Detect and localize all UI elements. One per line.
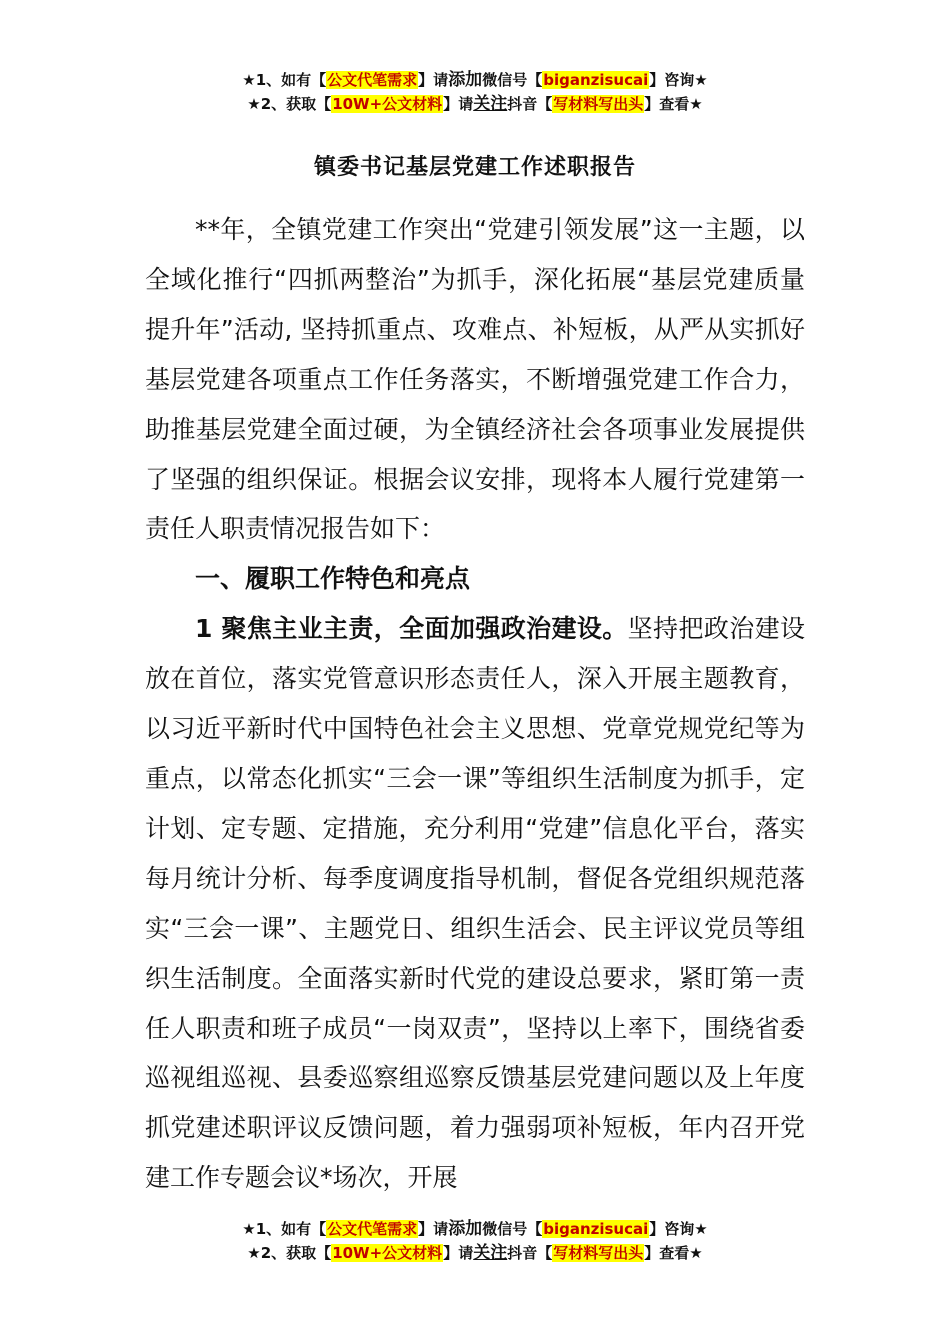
paragraph-lead: 1 聚焦主业主责，全面加强政治建设。: [195, 614, 628, 644]
banner-highlight: 写材料写出头: [553, 1244, 644, 1262]
banner-highlight: biganzisucai: [543, 1220, 649, 1238]
banner-text: ★1、如有【: [242, 1220, 327, 1238]
banner-text: 】请: [443, 95, 474, 113]
banner-text: ★1、如有【: [242, 71, 327, 89]
banner-text: 】咨询★: [649, 1220, 708, 1238]
banner-highlight: 公文代笔需求: [327, 71, 418, 89]
paragraph-body: 坚持把政治建设放在首位，落实党管意识形态责任人，深入开展主题教育，以习近平新时代中国特色社会主义思想、党章党规党纪等为重点，以常态化抓实“三会一课”等组织生活制度为抓手，定计划、定专题、定措施，充分利用“党建”信息化平台，落实每月统计分析、每季度调度指导机制，督促各党组织规范落实“三会一课”、主题党日、组织生活会、民主评议党员等组织生活制度。全面落实新时代党的建设总要求，紧盯第一责任人职责和班子成员“一岗双责”，坚持以上率下，围绕省委巡视组巡视、县委巡察组巡察反馈基层党建问题以及上年度抓党建述职评议反馈问题，着力强弱项补短板，年内召开党建工作专题会议*场次，开展: [145, 614, 805, 1193]
banner-highlight: biganzisucai: [543, 71, 649, 89]
banner-text: 】请: [418, 71, 449, 89]
banner-text: 微信号【: [482, 71, 543, 89]
bottom-banner: [0, 1217, 950, 1265]
intro-paragraph: **年，全镇党建工作突出“党建引领发展”这一主题，以全域化推行“四抓两整治”为抓手，深化拓展“基层党建质量提升年”活动, 坚持抓重点、攻难点、补短板，从严从实抓好基层党建各项重点工作任务落实，不断增强党建工作合力，助推基层党建全面过硬，为全镇经济社会各项事业发展提供了坚强的组织保证。根据会议安排，现将本人履行党建第一责任人职责情况报告如下：: [145, 215, 805, 544]
banner-line-1: [0, 1217, 950, 1241]
banner-emphasis: 关注: [473, 1243, 508, 1263]
document-title: 镇委书记基层党建工作述职报告: [313, 155, 636, 180]
banner-line-2: [0, 1241, 950, 1265]
banner-highlight: 写材料写出头: [553, 95, 644, 113]
banner-line-2: [0, 92, 950, 116]
banner-text: 微信号【: [482, 1220, 543, 1238]
banner-text: 】请: [443, 1244, 474, 1262]
body-paragraph: [145, 604, 805, 1203]
banner-highlight: 公文代笔需求: [327, 1220, 418, 1238]
banner-text: ★2、获取【: [247, 95, 332, 113]
top-banner: [0, 68, 950, 116]
banner-text: 抖音【: [507, 95, 553, 113]
banner-text: 】查看★: [644, 95, 703, 113]
banner-line-1: [0, 68, 950, 92]
banner-text: 】请: [418, 1220, 449, 1238]
banner-highlight: 10W+公文材料: [332, 95, 443, 113]
banner-emphasis: 关注: [473, 94, 508, 114]
banner-highlight: 10W+公文材料: [332, 1244, 443, 1262]
banner-text: 抖音【: [507, 1244, 553, 1262]
section-heading: 一、履职工作特色和亮点: [195, 564, 471, 594]
banner-emphasis: 添加: [448, 1219, 483, 1239]
document-body: [145, 205, 805, 1203]
banner-text: ★2、获取【: [247, 1244, 332, 1262]
banner-emphasis: 添加: [448, 70, 483, 90]
banner-text: 】咨询★: [649, 71, 708, 89]
banner-text: 】查看★: [644, 1244, 703, 1262]
